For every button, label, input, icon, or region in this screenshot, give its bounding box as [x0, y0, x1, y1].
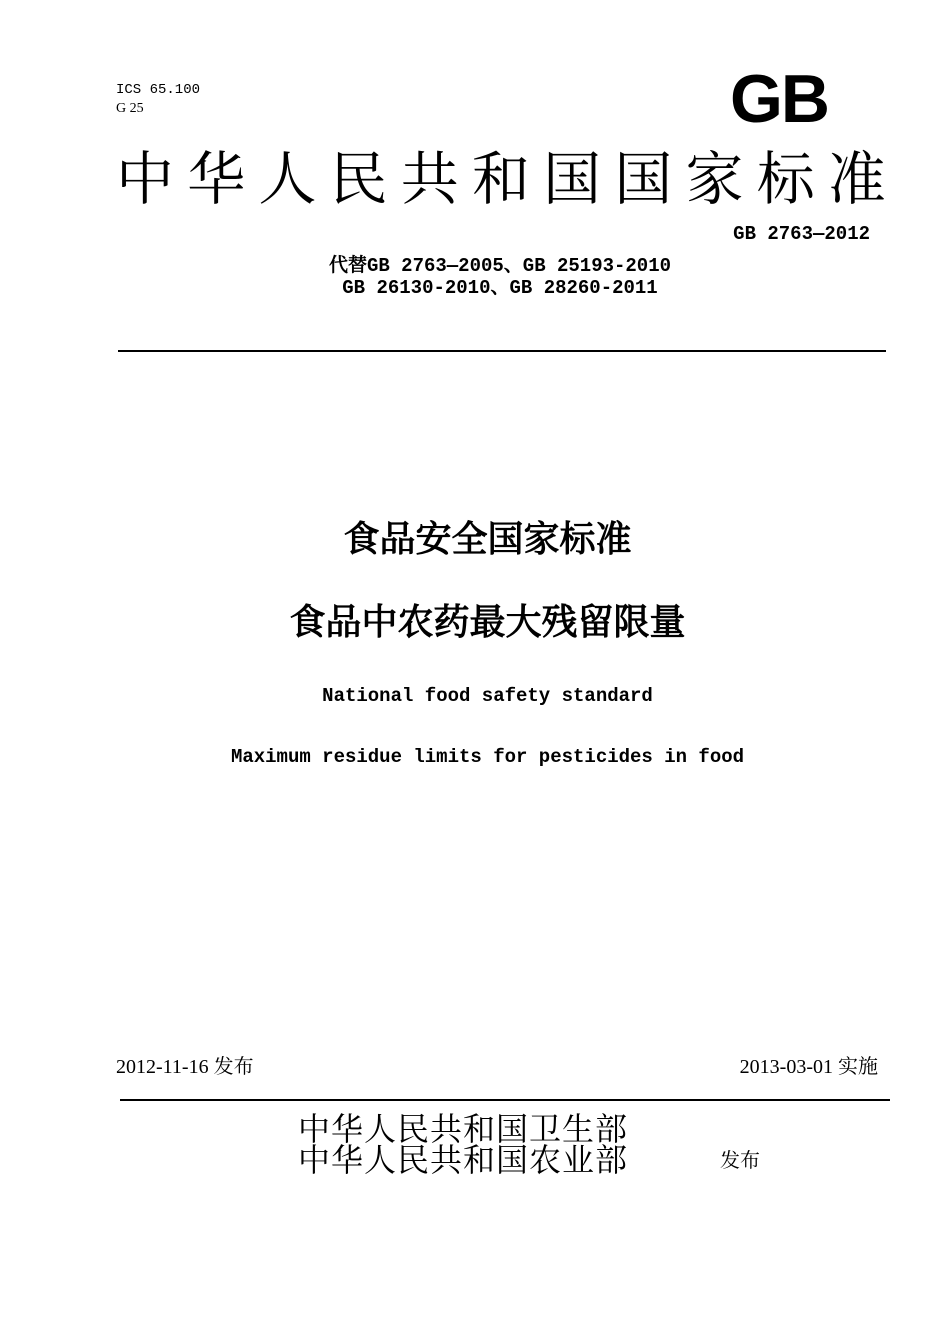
title-char: 华 — [187, 147, 246, 212]
issuer-ministry-agriculture: 中华人民共和国农业部 — [298, 1142, 629, 1178]
publish-label: 发布 — [720, 1148, 760, 1172]
issuer-ministry-health: 中华人民共和国卫生部 — [298, 1111, 629, 1147]
title-char: 中 — [116, 147, 175, 212]
ccs-code: G 25 — [116, 101, 144, 116]
replaces-line: 代替GB 2763—2005、GB 25193-2010 — [328, 255, 672, 277]
title-char: 人 — [258, 147, 317, 212]
title-cn-main: 食品安全国家标准 — [343, 519, 632, 560]
header-divider — [118, 350, 886, 352]
title-char: 共 — [400, 147, 459, 212]
title-char: 国 — [614, 147, 673, 212]
title-char: 标 — [756, 147, 815, 212]
title-char: 和 — [471, 147, 530, 212]
implementation-date: 2013-03-01 实施 — [739, 1056, 878, 1078]
issue-date: 2012-11-16 发布 — [116, 1056, 254, 1078]
ics-code: ICS 65.100 — [116, 82, 201, 98]
title-cn-sub: 食品中农药最大残留限量 — [289, 602, 686, 643]
national-standard-title — [116, 145, 886, 215]
title-char: 民 — [329, 147, 388, 212]
gb-logo: GB — [730, 61, 828, 137]
title-char: 国 — [543, 147, 602, 212]
footer-divider — [120, 1099, 890, 1101]
title-char: 家 — [685, 147, 744, 212]
title-char: 准 — [827, 147, 886, 212]
title-en-main: National food safety standard — [322, 685, 653, 707]
replaces-line: GB 26130-2010、GB 28260-2011 — [342, 277, 658, 299]
replaces-block — [0, 255, 950, 299]
title-en-sub: Maximum residue limits for pesticides in food — [230, 746, 745, 768]
standard-number: GB 2763—2012 — [733, 223, 870, 245]
